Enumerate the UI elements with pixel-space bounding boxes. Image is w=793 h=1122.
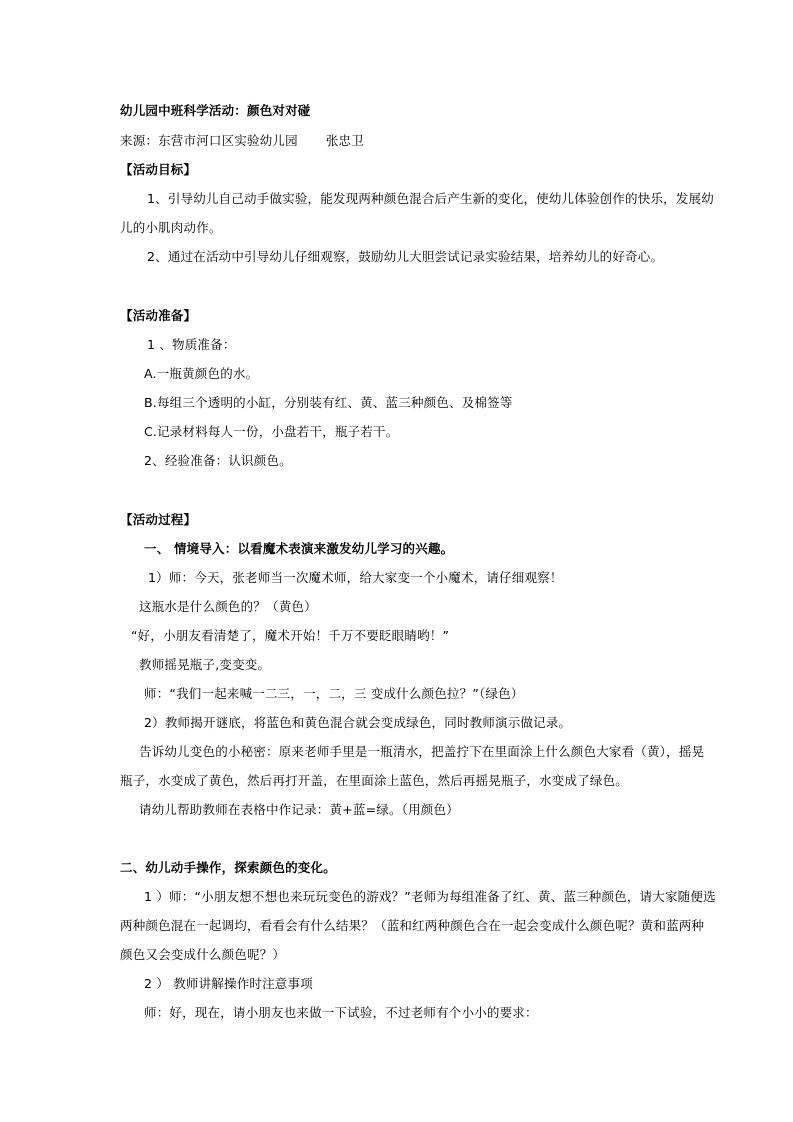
step-1-title: 一、 情境导入：以看魔术表演来激发幼儿学习的兴趣。 (144, 541, 454, 556)
process-heading: 【活动过程】 (120, 512, 197, 527)
step-2-line-1c: 颜色又会变成什么颜色呢？） (120, 947, 286, 962)
document-title: 幼儿园中班科学活动：颜色对对碰 (120, 103, 311, 118)
source-line (120, 133, 364, 149)
step-2-line-3: 师：好，现在，请小朋友也来做一下试验，不过老师有个小小的要求： (144, 1005, 538, 1020)
goal-1-line-2: 儿的小肌肉动作。 (120, 220, 222, 235)
step-2-title: 二、幼儿动手操作，探索颜色的变化。 (120, 860, 336, 875)
prep-material: 1 、物质准备： (147, 337, 236, 352)
step-1-line-1: 1）师：今天，张老师当一次魔术师，给大家变一个小魔术，请仔细观察！ (148, 570, 563, 585)
step-1-line-3: “好，小朋友看清楚了，魔术开始！千万不要眨眼睛哟！” (131, 628, 450, 643)
prep-item-c: C.记录材料每人一份，小盘若干，瓶子若干。 (144, 424, 399, 439)
prep-item-a: A.一瓶黄颜色的水。 (144, 366, 259, 381)
prep-item-b: B.每组三个透明的小缸，分别装有红、黄、蓝三种颜色、及棉签等 (144, 395, 513, 410)
source-author: 张忠卫 (325, 133, 364, 148)
step-1-line-7a: 告诉幼儿变色的小秘密：原来老师手里是一瓶清水，把盖拧下在里面涂上什么颜色大家看（黄），摇晃 (139, 744, 705, 759)
step-1-line-8: 请幼儿帮助教师在表格中作记录：黄+蓝=绿。（用颜色） (139, 802, 459, 817)
step-1-line-6: 2）教师揭开谜底，将蓝色和黄色混合就会变成绿色，同时教师演示做记录。 (144, 715, 572, 730)
goal-2: 2、通过在活动中引导幼儿仔细观察，鼓励幼儿大胆尝试记录实验结果，培养幼儿的好奇心。 (147, 249, 664, 264)
step-2-line-1b: 两种颜色混在一起调均，看看会有什么结果？（蓝和红两种颜色合在一起会变成什么颜色呢？黄和蓝两种 (120, 918, 705, 933)
step-1-line-7b: 瓶子，水变成了黄色，然后再打开盖，在里面涂上蓝色，然后再摇晃瓶子，水变成了绿色。 (120, 773, 629, 788)
goals-heading: 【活动目标】 (120, 162, 197, 177)
step-2-line-1a: 1 ）师：“小朋友想不想也来玩玩变色的游戏？”老师为每组准备了红、黄、蓝三种颜色，请大家随便选 (144, 889, 716, 904)
step-1-line-2: 这瓶水是什么颜色的？（黄色） (139, 599, 317, 614)
source-label: 来源：东营市河口区实验幼儿园 (120, 133, 298, 148)
prep-experience: 2、经验准备：认识颜色。 (144, 453, 292, 468)
goal-1-line-1: 1、引导幼儿自己动手做实验，能发现两种颜色混合后产生新的变化，使幼儿体验创作的快乐，发展幼 (147, 191, 714, 206)
step-1-line-4: 教师摇晃瓶子,变变变。 (139, 657, 271, 672)
prep-heading: 【活动准备】 (120, 308, 197, 323)
step-1-line-5: 师：“我们一起来喊一二三，一，二，三 变成什么颜色拉？”（绿色） (144, 686, 524, 701)
step-2-line-2: 2 ） 教师讲解操作时注意事项 (144, 976, 313, 991)
